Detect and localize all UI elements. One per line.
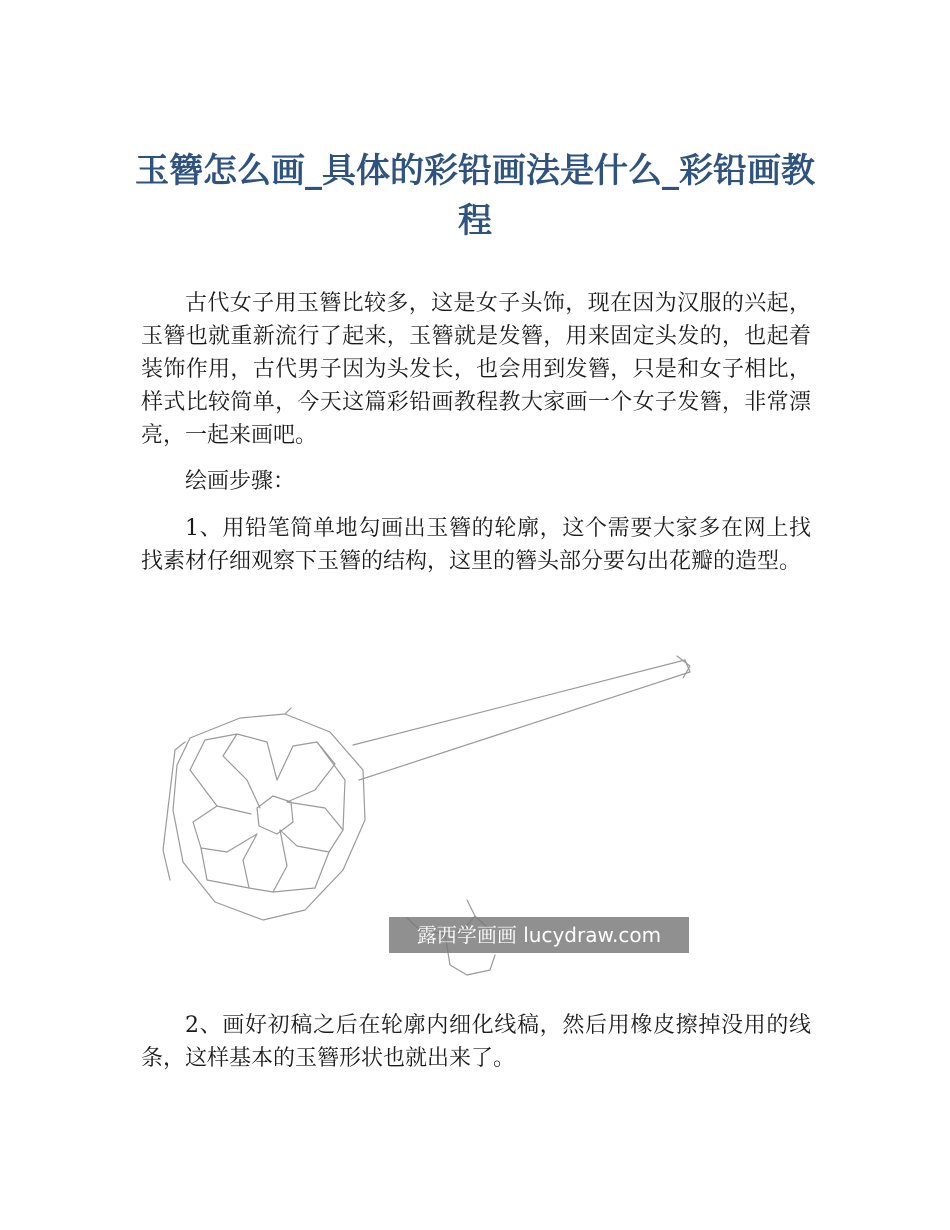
hairpin-sketch-image [145,630,705,985]
intro-paragraph: 古代女子用玉簪比较多，这是女子头饰，现在因为汉服的兴起，玉簪也就重新流行了起来，玉簪就是发簪，用来固定头发的，也起着装饰作用，古代男子因为头发长，也会用到发簪，只是和女子相比，样式比较简单，今天这篇彩铅画教程教大家画一个女子发簪，非常漂亮，一起来画吧。 [141,291,811,448]
page-title: 玉簪怎么画_具体的彩铅画法是什么_彩铅画教程 [135,151,815,241]
steps-heading: 绘画步骤： [185,469,296,494]
step-2-paragraph: 2、画好初稿之后在轮廓内细化线稿，然后用橡皮擦掉没用的线条，这样基本的玉簪形状也就出来了。 [141,1013,811,1071]
step-1-paragraph: 1、用铅笔简单地勾画出玉簪的轮廓，这个需要大家多在网上找找素材仔细观察下玉簪的结构，这里的簪头部分要勾出花瓣的造型。 [141,516,811,574]
watermark-label: 露西学画画 lucydraw.com [389,917,689,953]
